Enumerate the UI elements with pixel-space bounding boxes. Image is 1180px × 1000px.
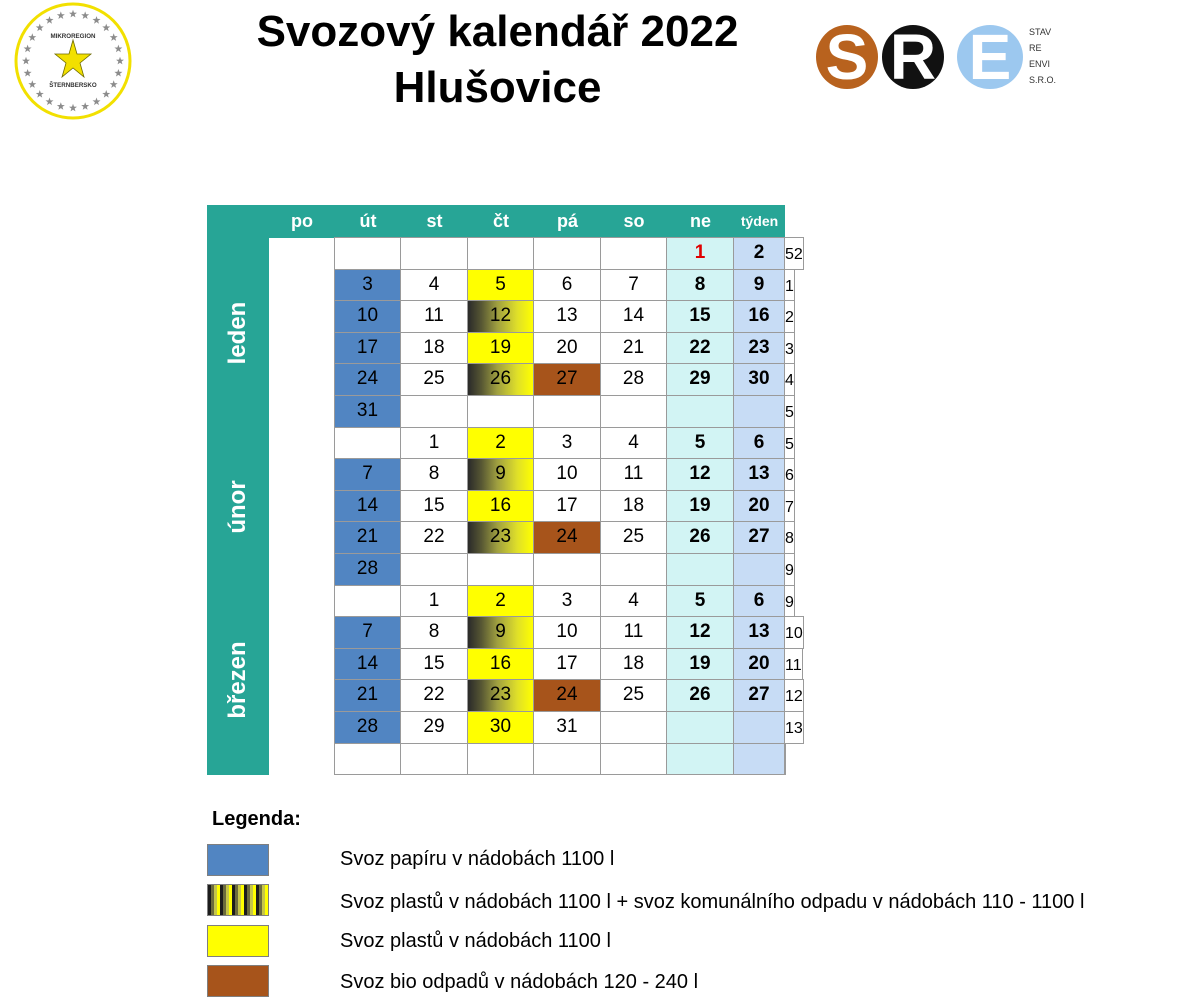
day-cell: 31 bbox=[533, 711, 601, 744]
header-day-út: út bbox=[359, 211, 377, 231]
day-cell bbox=[334, 743, 401, 776]
legend-title: Legenda: bbox=[212, 808, 301, 830]
day-cell: 13 bbox=[533, 300, 601, 333]
month-label: březen bbox=[224, 641, 251, 720]
header-week: týden bbox=[740, 213, 779, 229]
day-cell: 14 bbox=[334, 490, 401, 523]
day-cell bbox=[467, 553, 534, 586]
header-day-pá: pá bbox=[556, 211, 578, 231]
logo-letter-s: S bbox=[825, 21, 869, 93]
day-cell: 21 bbox=[600, 332, 667, 365]
day-cell bbox=[733, 395, 785, 428]
day-cell bbox=[733, 711, 785, 744]
day-cell bbox=[600, 553, 667, 586]
week-number-cell: 2 bbox=[784, 300, 795, 333]
logo-left-bottom-text: ŠTERNBERSKO bbox=[49, 82, 97, 89]
week-number-cell: 9 bbox=[784, 553, 795, 586]
day-cell: 7 bbox=[600, 269, 667, 302]
day-cell bbox=[334, 237, 401, 270]
day-cell: 6 bbox=[733, 427, 785, 460]
day-cell: 13 bbox=[733, 458, 785, 491]
calendar-header bbox=[207, 205, 785, 238]
day-cell: 14 bbox=[334, 648, 401, 681]
day-cell: 18 bbox=[600, 490, 667, 523]
week-number-cell: 5 bbox=[784, 395, 795, 428]
day-cell: 12 bbox=[666, 458, 734, 491]
day-cell: 22 bbox=[400, 521, 468, 554]
day-cell: 29 bbox=[666, 363, 734, 396]
day-cell bbox=[334, 427, 401, 460]
day-cell: 3 bbox=[533, 585, 601, 618]
day-cell bbox=[666, 553, 734, 586]
day-cell: 24 bbox=[533, 679, 601, 712]
day-cell: 8 bbox=[400, 458, 468, 491]
day-cell: 10 bbox=[533, 458, 601, 491]
mikroregion-logo bbox=[14, 2, 132, 120]
day-cell bbox=[467, 743, 534, 776]
day-cell bbox=[666, 743, 734, 776]
week-number-cell: 3 bbox=[784, 332, 795, 365]
legend-swatch-mixed bbox=[207, 884, 269, 916]
day-cell: 10 bbox=[533, 616, 601, 649]
title-line-2: Hlušovice bbox=[393, 63, 602, 112]
header-day-st: st bbox=[426, 211, 443, 231]
day-cell: 2 bbox=[467, 427, 534, 460]
day-cell: 5 bbox=[467, 269, 534, 302]
day-cell: 28 bbox=[334, 553, 401, 586]
day-cell: 16 bbox=[467, 490, 534, 523]
day-cell: 3 bbox=[533, 427, 601, 460]
week-number-cell: 9 bbox=[784, 585, 795, 618]
day-cell bbox=[400, 553, 468, 586]
day-cell: 1 bbox=[666, 237, 734, 270]
sre-text-line: S.R.O. bbox=[1029, 75, 1057, 85]
day-cell: 20 bbox=[533, 332, 601, 365]
day-cell: 9 bbox=[467, 458, 534, 491]
day-cell bbox=[334, 585, 401, 618]
week-number-cell: 52 bbox=[784, 237, 804, 270]
week-number-cell: 10 bbox=[784, 616, 804, 649]
day-cell: 20 bbox=[733, 490, 785, 523]
legend-swatch-plastic bbox=[207, 925, 269, 957]
day-cell: 25 bbox=[400, 363, 468, 396]
day-cell: 31 bbox=[334, 395, 401, 428]
day-cell: 22 bbox=[400, 679, 468, 712]
day-cell: 17 bbox=[533, 490, 601, 523]
day-cell: 25 bbox=[600, 679, 667, 712]
day-cell: 19 bbox=[666, 648, 734, 681]
day-cell: 29 bbox=[400, 711, 468, 744]
day-cell: 21 bbox=[334, 521, 401, 554]
day-cell: 25 bbox=[600, 521, 667, 554]
day-cell: 4 bbox=[400, 269, 468, 302]
sre-text-line: ENVI bbox=[1029, 59, 1051, 69]
day-cell: 17 bbox=[334, 332, 401, 365]
day-cell: 4 bbox=[600, 427, 667, 460]
day-cell: 4 bbox=[600, 585, 667, 618]
day-cell bbox=[600, 743, 667, 776]
day-cell: 8 bbox=[400, 616, 468, 649]
week-number-cell: 12 bbox=[784, 679, 804, 712]
title-line-1: Svozový kalendář 2022 bbox=[256, 7, 739, 56]
legend-label-plastic: Svoz plastů v nádobách 1100 l bbox=[340, 930, 611, 952]
day-cell: 6 bbox=[533, 269, 601, 302]
week-number-cell bbox=[784, 743, 786, 776]
sre-logo bbox=[812, 20, 1062, 95]
legend-label-bio: Svoz bio odpadů v nádobách 120 - 240 l bbox=[340, 971, 699, 993]
day-cell: 26 bbox=[666, 521, 734, 554]
day-cell: 9 bbox=[733, 269, 785, 302]
day-cell: 18 bbox=[600, 648, 667, 681]
sre-text-line: RE bbox=[1029, 43, 1042, 53]
day-cell bbox=[733, 553, 785, 586]
header-day-so: so bbox=[623, 211, 645, 231]
day-cell: 20 bbox=[733, 648, 785, 681]
day-cell: 27 bbox=[533, 363, 601, 396]
day-cell: 2 bbox=[733, 237, 785, 270]
day-cell bbox=[600, 711, 667, 744]
legend-label-mixed: Svoz plastů v nádobách 1100 l + svoz komunálního odpadu v nádobách 110 - 1100 l bbox=[340, 891, 1085, 913]
day-cell: 7 bbox=[334, 458, 401, 491]
day-cell: 24 bbox=[533, 521, 601, 554]
month-band bbox=[207, 428, 269, 586]
day-cell: 7 bbox=[334, 616, 401, 649]
day-cell: 9 bbox=[467, 616, 534, 649]
week-number-cell: 7 bbox=[784, 490, 795, 523]
day-cell: 24 bbox=[334, 363, 401, 396]
day-cell: 23 bbox=[467, 521, 534, 554]
day-cell: 27 bbox=[733, 521, 785, 554]
header-day-ne: ne bbox=[689, 211, 711, 231]
month-band bbox=[207, 586, 269, 776]
day-cell: 26 bbox=[467, 363, 534, 396]
day-cell: 13 bbox=[733, 616, 785, 649]
day-cell: 15 bbox=[400, 490, 468, 523]
legend-swatch-paper bbox=[207, 844, 269, 876]
week-number-cell: 4 bbox=[784, 363, 795, 396]
day-cell: 23 bbox=[467, 679, 534, 712]
day-cell: 17 bbox=[533, 648, 601, 681]
day-cell: 5 bbox=[666, 585, 734, 618]
day-cell: 22 bbox=[666, 332, 734, 365]
day-cell: 30 bbox=[467, 711, 534, 744]
week-number-cell: 13 bbox=[784, 711, 804, 744]
day-cell: 2 bbox=[467, 585, 534, 618]
day-cell: 15 bbox=[400, 648, 468, 681]
day-cell: 16 bbox=[733, 300, 785, 333]
day-cell: 3 bbox=[334, 269, 401, 302]
month-label: leden bbox=[224, 301, 251, 365]
day-cell bbox=[600, 395, 667, 428]
day-cell: 12 bbox=[666, 616, 734, 649]
sre-company-text bbox=[1029, 24, 1056, 88]
day-cell bbox=[600, 237, 667, 270]
day-cell: 28 bbox=[334, 711, 401, 744]
day-cell: 11 bbox=[400, 300, 468, 333]
day-cell bbox=[533, 237, 601, 270]
week-number-cell: 6 bbox=[784, 458, 795, 491]
day-cell: 27 bbox=[733, 679, 785, 712]
day-cell: 16 bbox=[467, 648, 534, 681]
day-cell: 18 bbox=[400, 332, 468, 365]
week-number-cell: 11 bbox=[784, 648, 803, 681]
day-cell bbox=[400, 237, 468, 270]
day-cell bbox=[400, 395, 468, 428]
day-cell bbox=[533, 553, 601, 586]
legend-label-paper: Svoz papíru v nádobách 1100 l bbox=[340, 848, 615, 870]
day-cell: 5 bbox=[666, 427, 734, 460]
month-label: únor bbox=[224, 479, 251, 534]
day-cell: 23 bbox=[733, 332, 785, 365]
day-cell bbox=[400, 743, 468, 776]
day-cell bbox=[666, 395, 734, 428]
day-cell: 1 bbox=[400, 585, 468, 618]
day-cell: 15 bbox=[666, 300, 734, 333]
day-cell: 19 bbox=[666, 490, 734, 523]
day-cell bbox=[533, 743, 601, 776]
week-number-cell: 5 bbox=[784, 427, 795, 460]
logo-letter-r: R bbox=[889, 21, 937, 93]
day-cell: 21 bbox=[334, 679, 401, 712]
day-cell bbox=[666, 711, 734, 744]
day-cell: 11 bbox=[600, 616, 667, 649]
logo-left-top-text: MIKROREGION bbox=[50, 33, 96, 40]
week-number-cell: 8 bbox=[784, 521, 795, 554]
day-cell bbox=[533, 395, 601, 428]
page-title bbox=[200, 4, 795, 116]
day-cell bbox=[467, 395, 534, 428]
day-cell: 10 bbox=[334, 300, 401, 333]
day-cell: 1 bbox=[400, 427, 468, 460]
day-cell: 8 bbox=[666, 269, 734, 302]
day-cell: 14 bbox=[600, 300, 667, 333]
day-cell: 30 bbox=[733, 363, 785, 396]
header-day-po: po bbox=[291, 211, 313, 231]
month-band bbox=[207, 238, 269, 428]
header-day-čt: čt bbox=[492, 211, 509, 231]
day-cell: 12 bbox=[467, 300, 534, 333]
day-cell: 6 bbox=[733, 585, 785, 618]
day-cell: 11 bbox=[600, 458, 667, 491]
week-number-cell: 1 bbox=[784, 269, 795, 302]
day-cell bbox=[467, 237, 534, 270]
day-cell: 26 bbox=[666, 679, 734, 712]
sre-text-line: STAV bbox=[1029, 27, 1052, 37]
legend-swatch-bio bbox=[207, 965, 269, 997]
day-cell: 19 bbox=[467, 332, 534, 365]
logo-letter-e: E bbox=[968, 21, 1012, 93]
day-cell bbox=[733, 743, 785, 776]
day-cell: 28 bbox=[600, 363, 667, 396]
